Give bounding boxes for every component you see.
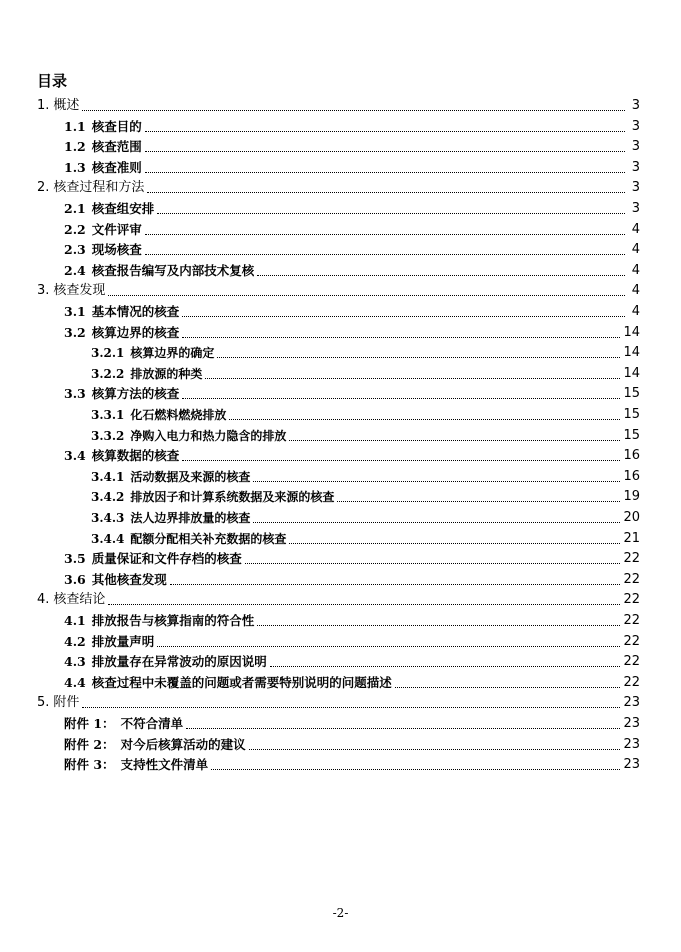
toc-entry[interactable] bbox=[64, 568, 640, 588]
toc-entry-page: 19 bbox=[623, 489, 640, 505]
toc-entry-page: 3 bbox=[631, 180, 640, 196]
toc-entry-page: 22 bbox=[623, 654, 640, 670]
toc-entry[interactable] bbox=[64, 259, 640, 279]
toc-dot-leader bbox=[211, 769, 620, 770]
toc-dot-leader bbox=[249, 749, 621, 750]
toc-entry-title: 核算边界的确定 bbox=[130, 346, 215, 361]
toc-entry[interactable] bbox=[91, 485, 640, 505]
toc-entry[interactable] bbox=[64, 444, 640, 464]
toc-entry-page: 16 bbox=[623, 448, 640, 464]
toc-entry-page: 16 bbox=[623, 468, 640, 484]
toc-dot-leader bbox=[170, 584, 621, 585]
toc-entry-title: 核查组安排 bbox=[91, 201, 155, 216]
toc-entry[interactable] bbox=[37, 176, 640, 196]
toc-dot-leader bbox=[289, 440, 620, 441]
toc-entry-number: 1. bbox=[37, 98, 50, 113]
toc-entry-number: 4.2 bbox=[64, 633, 86, 649]
toc-entry[interactable] bbox=[91, 362, 640, 382]
toc-entry-title: 核查报告编写及内部技术复核 bbox=[91, 262, 255, 278]
toc-entry-page: 22 bbox=[623, 633, 640, 649]
toc-entry-page: 20 bbox=[623, 510, 640, 525]
toc-dot-leader bbox=[395, 687, 621, 688]
toc-entry[interactable] bbox=[91, 424, 640, 444]
toc-entry-page: 3 bbox=[631, 98, 640, 113]
toc-dot-leader bbox=[245, 563, 621, 564]
toc-entry[interactable] bbox=[64, 712, 640, 732]
toc-entry[interactable] bbox=[91, 506, 640, 526]
toc-entry-title: 排放量声明 bbox=[91, 633, 155, 649]
toc-entry-page: 22 bbox=[623, 551, 640, 567]
toc-entry-title: 净购入电力和热力隐含的排放 bbox=[130, 428, 287, 443]
toc-entry-page: 23 bbox=[623, 695, 640, 711]
toc-entry-page: 4 bbox=[631, 304, 640, 319]
toc-entry-title: 概述 bbox=[53, 98, 80, 113]
toc-entry-page: 23 bbox=[623, 736, 640, 752]
toc-entry-title: 核算边界的核查 bbox=[91, 324, 180, 340]
toc-entry[interactable] bbox=[64, 382, 640, 402]
toc-entry-page: 4 bbox=[631, 221, 640, 237]
toc-entry[interactable] bbox=[64, 115, 640, 135]
toc-entry[interactable] bbox=[64, 321, 640, 341]
toc-entry-page: 3 bbox=[631, 139, 640, 155]
toc-entry-number: 3.6 bbox=[64, 571, 86, 587]
toc-entry[interactable] bbox=[37, 279, 640, 299]
toc-entry-number: 3.1 bbox=[64, 304, 86, 319]
toc-entry-number: 3. bbox=[37, 283, 50, 299]
toc-entry-page: 14 bbox=[623, 345, 640, 361]
toc-entry[interactable] bbox=[37, 691, 640, 711]
toc-entry-page: 4 bbox=[631, 283, 640, 299]
toc-entry-title: 排放源的种类 bbox=[130, 366, 203, 381]
toc-entry[interactable] bbox=[64, 753, 640, 773]
toc-entry-title: 配额分配相关补充数据的核查 bbox=[130, 531, 287, 546]
toc-entry-number: 3.4.1 bbox=[91, 469, 125, 484]
toc-dot-leader bbox=[145, 151, 625, 152]
toc-entry-number: 2.4 bbox=[64, 262, 86, 278]
toc-dot-leader bbox=[182, 337, 620, 338]
toc-dot-leader bbox=[145, 254, 625, 255]
toc-dot-leader bbox=[147, 192, 625, 193]
toc-entry[interactable] bbox=[64, 156, 640, 176]
toc-entry-title: 核算方法的核查 bbox=[91, 386, 180, 402]
toc-entry-number: 1.1 bbox=[64, 118, 86, 134]
toc-entry-title: 核查发现 bbox=[53, 283, 106, 299]
toc-dot-leader bbox=[182, 316, 625, 317]
toc-entry-number: 4.3 bbox=[64, 654, 86, 670]
toc-entry[interactable] bbox=[91, 403, 640, 423]
toc-entry[interactable] bbox=[64, 630, 640, 650]
toc-dot-leader bbox=[145, 234, 625, 235]
toc-entry-page: 22 bbox=[623, 571, 640, 587]
toc-entry-number: 3.4 bbox=[64, 448, 86, 464]
toc-dot-leader bbox=[289, 543, 620, 544]
toc-entry-title: 核查过程中未覆盖的问题或者需要特别说明的问题描述 bbox=[91, 674, 392, 690]
page-number-footer: -2- bbox=[332, 906, 349, 920]
toc-dot-leader bbox=[145, 131, 625, 132]
toc-entry-page: 4 bbox=[631, 262, 640, 278]
toc-dot-leader bbox=[257, 275, 625, 276]
toc-entry[interactable] bbox=[91, 341, 640, 361]
toc-entry-page: 3 bbox=[631, 159, 640, 175]
toc-dot-leader bbox=[108, 604, 620, 605]
toc-heading: 目录 bbox=[37, 72, 68, 90]
toc-entry[interactable] bbox=[64, 650, 640, 670]
toc-entry-number: 2. bbox=[37, 180, 50, 196]
toc-dot-leader bbox=[82, 707, 620, 708]
toc-entry-title: 核查目的 bbox=[91, 118, 142, 134]
toc-entry-title: 核查过程和方法 bbox=[53, 180, 145, 196]
toc-entry-title: 核查准则 bbox=[91, 159, 142, 175]
toc-entry-title: 化石燃料燃烧排放 bbox=[130, 408, 227, 422]
toc-entry-page: 15 bbox=[623, 386, 640, 402]
toc-entry-number: 4.4 bbox=[64, 674, 86, 690]
toc-dot-leader bbox=[108, 295, 625, 296]
toc-entry[interactable] bbox=[64, 135, 640, 155]
toc-entry-page: 14 bbox=[623, 365, 640, 381]
toc-dot-leader bbox=[157, 213, 625, 214]
toc-entry-number: 3.2.2 bbox=[91, 366, 125, 381]
toc-entry-title: 质量保证和文件存档的核查 bbox=[91, 551, 242, 567]
toc-entry-number: 3.2 bbox=[64, 324, 86, 340]
toc-entry-number: 1.3 bbox=[64, 159, 86, 175]
toc-dot-leader bbox=[253, 522, 620, 523]
toc-entry-number: 2.3 bbox=[64, 242, 86, 258]
toc-entry-title: 法人边界排放量的核查 bbox=[130, 511, 251, 525]
toc-entry[interactable] bbox=[64, 238, 640, 258]
toc-entry-page: 23 bbox=[623, 757, 640, 773]
toc-entry-page: 4 bbox=[631, 242, 640, 258]
toc-entry[interactable] bbox=[64, 300, 640, 320]
toc-entry-page: 15 bbox=[623, 407, 640, 422]
toc-entry-page: 15 bbox=[623, 427, 640, 443]
toc-entry[interactable] bbox=[64, 609, 640, 629]
toc-dot-leader bbox=[157, 646, 620, 647]
toc-entry-page: 14 bbox=[623, 324, 640, 340]
toc-entry-page: 22 bbox=[623, 674, 640, 690]
toc-entry-number: 2.2 bbox=[64, 221, 86, 237]
toc-entry[interactable] bbox=[91, 465, 640, 485]
toc-dot-leader bbox=[186, 728, 620, 729]
toc-dot-leader bbox=[217, 357, 620, 358]
toc-entry-number: 4.1 bbox=[64, 613, 86, 628]
toc-dot-leader bbox=[205, 378, 620, 379]
toc-entry[interactable] bbox=[64, 733, 640, 753]
toc-entry[interactable] bbox=[37, 588, 640, 608]
toc-entry-title: 不符合清单 bbox=[120, 716, 184, 731]
toc-entry-title: 活动数据及来源的核查 bbox=[130, 469, 251, 484]
toc-entry-title: 支持性文件清单 bbox=[120, 757, 209, 773]
toc-dot-leader bbox=[253, 481, 620, 482]
toc-entry-page: 3 bbox=[631, 201, 640, 216]
toc-entry-title: 基本情况的核查 bbox=[91, 304, 180, 319]
toc-dot-leader bbox=[229, 419, 620, 420]
toc-dot-leader bbox=[182, 398, 620, 399]
toc-entry[interactable] bbox=[64, 197, 640, 217]
toc-entry-number: 3.4.2 bbox=[91, 490, 125, 505]
toc-entry-title: 现场核查 bbox=[91, 242, 142, 258]
toc-entry-number: 3.4.4 bbox=[91, 531, 125, 546]
toc-dot-leader bbox=[182, 460, 620, 461]
toc-entry-page: 21 bbox=[623, 530, 640, 546]
toc-entry-title: 其他核查发现 bbox=[91, 571, 167, 587]
toc-entry[interactable] bbox=[64, 671, 640, 691]
toc-dot-leader bbox=[337, 501, 620, 502]
toc-entry-number: 3.4.3 bbox=[91, 511, 125, 525]
toc-entry-number: 3.3.1 bbox=[91, 408, 125, 422]
toc-entry-number: 附件 1： bbox=[64, 716, 115, 731]
toc-entry-number: 3.3 bbox=[64, 386, 86, 402]
toc-entry-title: 核查结论 bbox=[53, 592, 106, 608]
toc-entry-title: 附件 bbox=[53, 695, 80, 711]
toc-dot-leader bbox=[257, 625, 620, 626]
toc-dot-leader bbox=[145, 172, 625, 173]
toc-entry-number: 5. bbox=[37, 695, 50, 711]
toc-entry[interactable] bbox=[37, 94, 640, 114]
toc-entry-number: 4. bbox=[37, 592, 50, 608]
toc-entry-title: 排放因子和计算系统数据及来源的核查 bbox=[130, 490, 335, 505]
toc-entry-number: 1.2 bbox=[64, 139, 86, 155]
toc-entry-number: 3.3.2 bbox=[91, 428, 125, 443]
toc-entry-title: 排放报告与核算指南的符合性 bbox=[91, 613, 255, 628]
toc-entry-number: 2.1 bbox=[64, 201, 86, 216]
toc-entry-page: 3 bbox=[631, 118, 640, 134]
toc-entry-title: 排放量存在异常波动的原因说明 bbox=[91, 654, 267, 670]
toc-entry[interactable] bbox=[64, 547, 640, 567]
toc-entry[interactable] bbox=[64, 218, 640, 238]
toc-entry-title: 核算数据的核查 bbox=[91, 448, 180, 464]
toc-entry-number: 3.2.1 bbox=[91, 346, 125, 361]
toc-dot-leader bbox=[82, 110, 625, 111]
toc-entry-page: 23 bbox=[623, 716, 640, 731]
toc-entry-page: 22 bbox=[623, 613, 640, 628]
toc-entry-page: 22 bbox=[623, 592, 640, 608]
toc-dot-leader bbox=[270, 666, 621, 667]
toc-entry-title: 文件评审 bbox=[91, 221, 142, 237]
toc-entry-title: 对今后核算活动的建议 bbox=[120, 736, 246, 752]
toc-entry-number: 附件 3： bbox=[64, 757, 115, 773]
toc-entry[interactable] bbox=[91, 527, 640, 547]
toc-entry-number: 附件 2： bbox=[64, 736, 115, 752]
toc-entry-title: 核查范围 bbox=[91, 139, 142, 155]
toc-entry-number: 3.5 bbox=[64, 551, 86, 567]
